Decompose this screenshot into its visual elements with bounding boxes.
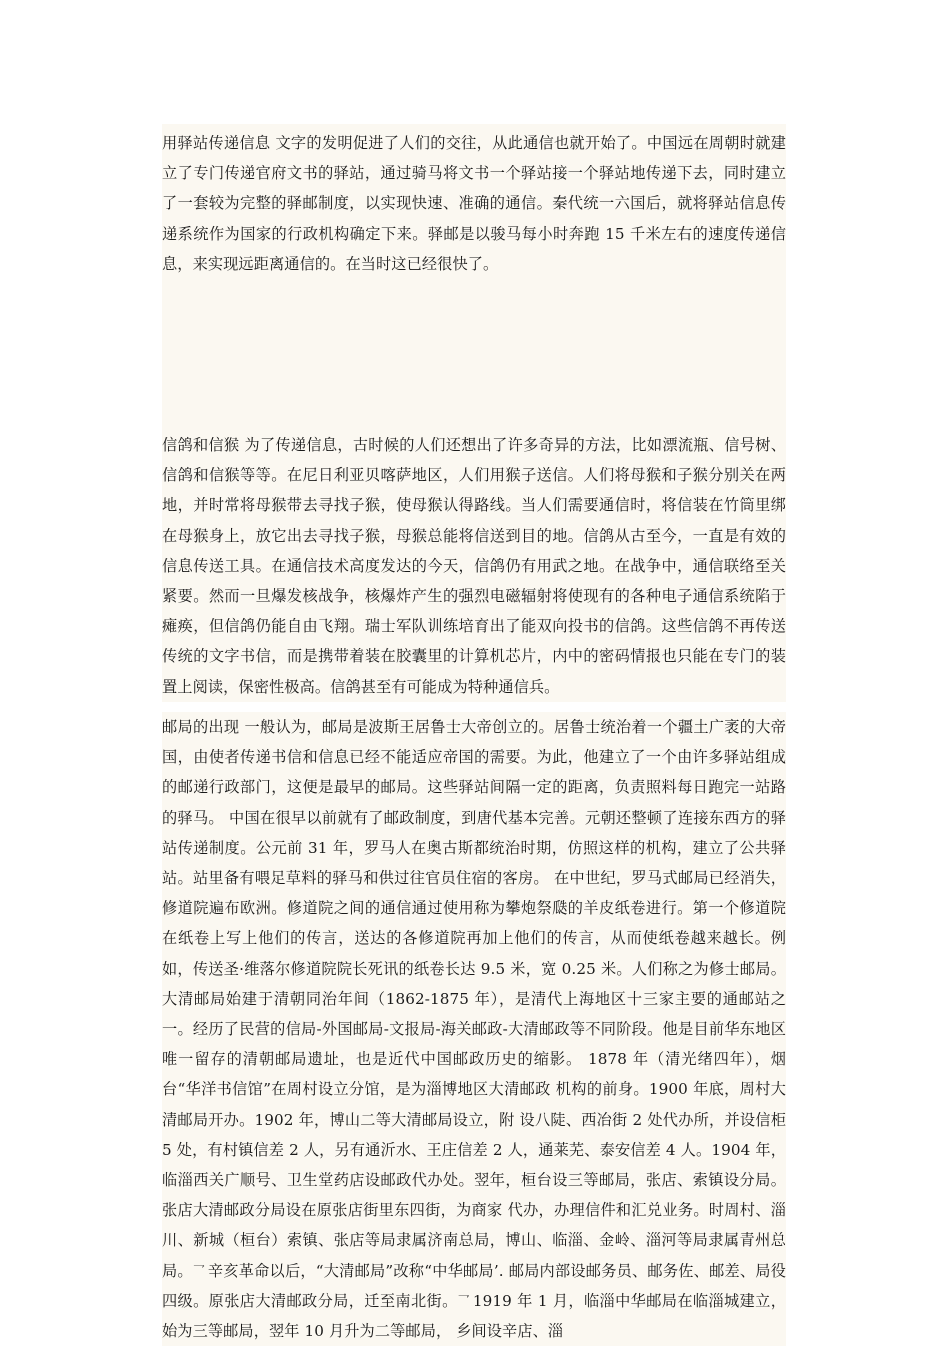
section-pigeons-monkeys [162, 430, 786, 702]
paragraph-post-office-part-3: 1919 年 1 月，临淄中华邮局在临淄城建立，始为三等邮局，翌年 10 月升为二等邮局， 乡间设辛店、淄 [162, 1291, 787, 1341]
paragraph-relay-station: 用驿站传递信息 文字的发明促进了人们的交往，从此通信也就开始了。中国远在周朝时就建立了专门传递官府文书的驿站，通过骑马将文书一个驿站接一个驿站地传递下去，同时建立了一套较为完整的驿邮制度，以实现快速、准确的通信。秦代统一六国后，就将驿站信息传递系统作为国家的行政机构确定下来。驿邮是以骏马每小时奔跑 15 千米左右的速度传递信息，来实现远距离通信的。在当时这已经很快了。 [162, 134, 786, 273]
paragraph-pigeons-monkeys: 信鸽和信猴 为了传递信息，古时候的人们还想出了许多奇异的方法，比如漂流瓶、信号树、信鸽和信猴等等。在尼日利亚贝喀萨地区，人们用猴子送信。人们将母猴和子猴分别关在两地，并时常将母猴带去寻找子猴，使母猴认得路线。当人们需要通信时，将信装在竹筒里绑在母猴身上，放它出去寻找子猴，母猴总能将信送到目的地。信鸽从古至今，一直是有效的信息传送工具。在通信技术高度发达的今天，信鸽仍有用武之地。在战争中，通信联络至关紧要。然而一旦爆发核战争，核爆炸产生的强烈电磁辐射将使现有的各种电子通信系统陷于瘫痪，但信鸽仍能自由飞翔。瑞士军队训练培育出了能双向投书的信鸽。这些信鸽不再传送传统的文字书信，而是携带着装在胶囊里的计算机芯片，内中的密码情报也只能在专门的装置上阅读，保密性极高。信鸽甚至有可能成为特种通信兵。 [162, 436, 786, 696]
section-divider [162, 702, 786, 712]
paragraph-post-office [162, 712, 786, 1346]
stray-glyph-1: 乛 [192, 1263, 203, 1278]
paragraph-post-office-part-1: 邮局的出现 一般认为，邮局是波斯王居鲁士大帝创立的。居鲁士统治着一个疆土广袤的大帝国，由使者传递书信和信息已经不能适应帝国的需要。为此，他建立了一个由许多驿站组成的邮递行政部门，这便是最早的邮局。这些驿站间隔一定的距离，负责照料每日跑完一站路的驿马。 中国在很早以前就有了邮政制度，到唐代基本完善。元朝还整顿了连接东西方的驿站传递制度。公元前 31 年，罗马人在奥古斯都统治时期，仿照这样的机构，建立了公共驿站。站里备有喂足草料的驿马和供过往官员住宿的客房。 在中世纪，罗马式邮局已经消失，修道院遍布欧洲。修道院之间的通信通过使用称为攀炮祭瓞的羊皮纸卷进行。第一个修道院在纸卷上写上他们的传言，送达的各修道院再加上他们的传言，从而使纸卷越来越长。例如，传送圣·维落尔修道院院长死讯的纸卷长达 9.5 米，宽 0.25 米。人们称之为修士邮局。大清邮局始建于清朝同治年间（1862-1875 年），是清代上海地区十三家主要的通邮站之一。经历了民营的信局-外国邮局-文报局-海关邮政-大清邮政等不同阶段。他是目前华东地区唯一留存的清朝邮局遗址，也是近代中国邮政历史的缩影。 1878 年（清光绪四年），烟台“华洋书信馆”在周村设立分馆，是为淄博地区大清邮政 机构的前身。1900 年底，周村大清邮局开办。1902 年，博山二等大清邮局设立，附 设八陡、西冶街 2 处代办所，并设信柜 5 处，有村镇信差 2 人，另有通沂水、王庄信差 2 人，通莱芜、泰安信差 4 人。1904 年，临淄西关广顺号、卫生堂药店设邮政代办处。翌年，桓台设三等邮局，张店、索镇设分局。张店大清邮政分局设在原张店街里东四街，为商家 代办，办理信件和汇兑业务。时周村、淄川、新城（桓台）索镇、张店等局隶属济南总局，博山、临淄、金岭、淄河等局隶属青州总局。 [162, 718, 786, 1280]
section-relay-station [162, 124, 786, 292]
document-page [162, 124, 786, 1346]
paragraph-post-office-part-2: 辛亥革命以后，“大清邮局”改称“中华邮局’. 邮局内部设邮务员、邮务佐、邮差、局役 四级。原张店大清邮政分局，迁至南北街。 [162, 1261, 786, 1310]
section-post-office [162, 712, 786, 1346]
stray-glyph-2: 乛 [457, 1293, 468, 1308]
blank-band [162, 292, 786, 430]
